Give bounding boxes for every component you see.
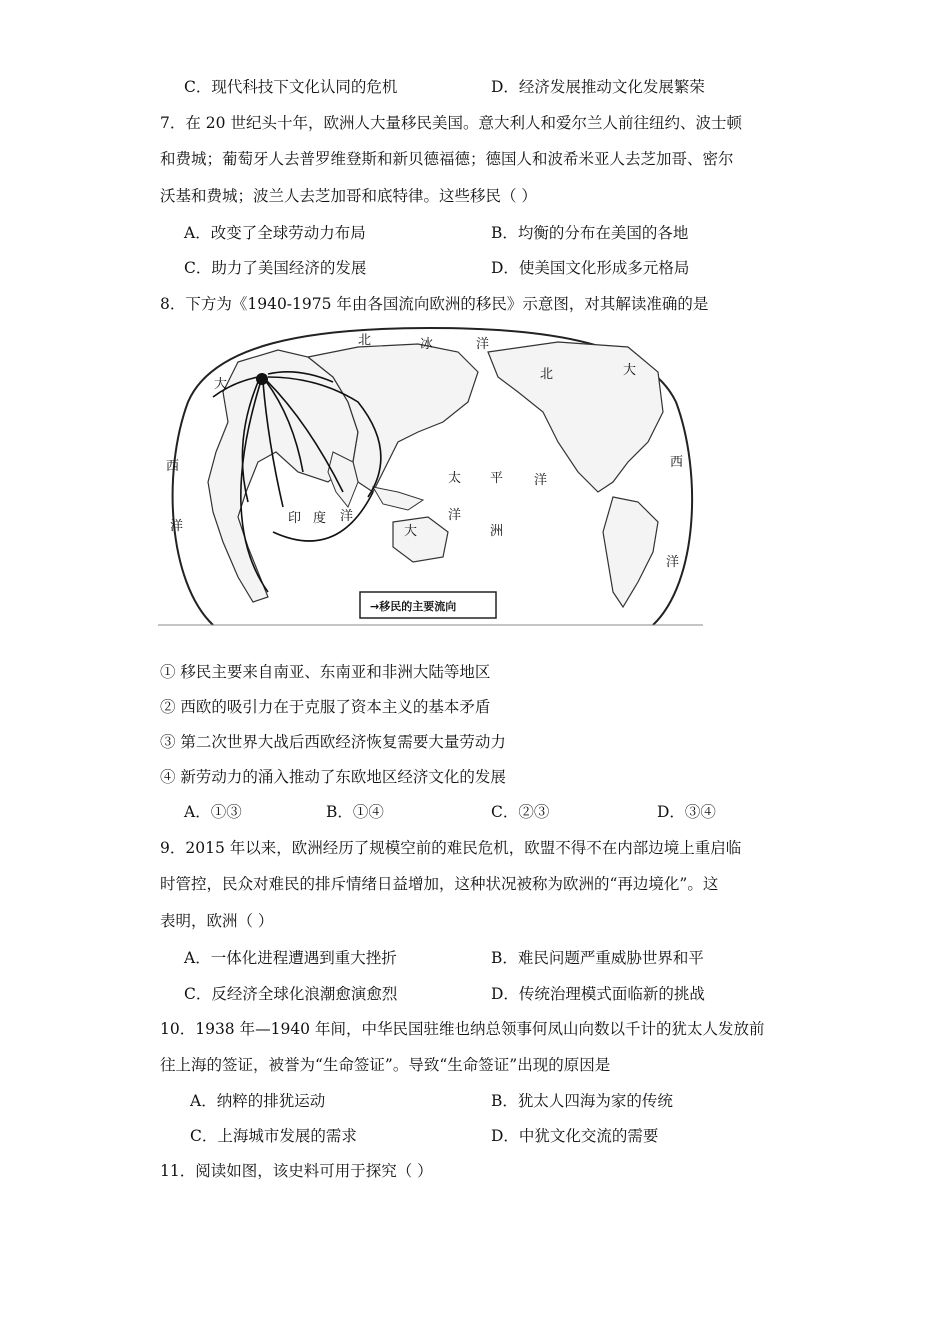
migration-map-figure <box>158 322 703 628</box>
label-ping: 平 <box>490 471 504 486</box>
q8-statement-3: ③ 第二次世界大战后西欧经济恢复需要大量劳动力 <box>160 733 506 751</box>
label-zhou-oceania: 洲 <box>490 524 504 539</box>
label-bei: 北 <box>358 333 372 348</box>
world-map-svg <box>158 322 703 628</box>
north-america-land <box>488 342 663 492</box>
label-yang-arctic: 洋 <box>476 337 490 352</box>
label-yang-left: 洋 <box>170 519 184 534</box>
q9-stem-line-3: 表明，欧洲（ ） <box>160 912 274 930</box>
q8-option-a: A．①③ <box>184 803 242 821</box>
q7-option-d: D．使美国文化形成多元格局 <box>491 259 690 277</box>
q7-option-a: A．改变了全球劳动力布局 <box>184 224 366 242</box>
q9-option-b: B．难民问题严重威胁世界和平 <box>491 949 704 967</box>
q10-option-b: B．犹太人四海为家的传统 <box>491 1092 673 1110</box>
q8-statement-4: ④ 新劳动力的涌入推动了东欧地区经济文化的发展 <box>160 768 506 786</box>
q9-stem-line-2: 时管控，民众对难民的排斥情绪日益增加，这种状况被称为欧洲的“再边境化”。这 <box>160 875 719 893</box>
label-yang-right: 洋 <box>666 555 680 570</box>
q6-option-d: D．经济发展推动文化发展繁荣 <box>491 78 705 96</box>
q7-option-c: C．助力了美国经济的发展 <box>184 259 367 277</box>
q8-stem: 8．下方为《1940-1975 年由各国流向欧洲的移民》示意图，对其解读准确的是 <box>160 295 709 313</box>
label-bei-na: 北 <box>540 367 554 382</box>
q7-stem-line-2: 和费城；葡萄牙人去普罗维登斯和新贝德福德；德国人和波希米亚人去芝加哥、密尔 <box>160 150 734 168</box>
label-tai: 太 <box>448 471 462 486</box>
q8-option-b: B．①④ <box>326 803 384 821</box>
australia-land <box>393 517 448 562</box>
q8-option-d: D．③④ <box>657 803 716 821</box>
se-asia-islands <box>373 487 423 510</box>
label-xi-right: 西 <box>670 455 684 470</box>
south-america-land <box>603 497 658 607</box>
label-bing: 冰 <box>420 337 434 352</box>
q10-stem-line-1: 10．1938 年—1940 年间，中华民国驻维也纳总领事何凤山向数以千计的犹太人发放前 <box>160 1020 765 1038</box>
q10-option-a: A．纳粹的排犹运动 <box>190 1092 326 1110</box>
q8-statement-2: ② 西欧的吸引力在于克服了资本主义的基本矛盾 <box>160 698 491 716</box>
map-legend-text: →移民的主要流向 <box>370 600 457 613</box>
q8-option-c: C．②③ <box>491 803 550 821</box>
label-yang-oceania: 洋 <box>448 508 462 523</box>
q9-stem-line-1: 9．2015 年以来，欧洲经历了规模空前的难民危机，欧盟不得不在内部边境上重启临 <box>160 839 742 857</box>
q7-stem-line-3: 沃基和费城；波兰人去芝加哥和底特律。这些移民（ ） <box>160 187 537 205</box>
q7-stem-line-1: 7．在 20 世纪头十年，欧洲人大量移民美国。意大利人和爱尔兰人前往纽约、波士顿 <box>160 114 742 132</box>
label-du: 度 <box>313 511 327 526</box>
label-yang-pacific: 洋 <box>534 473 548 488</box>
label-xi-left: 西 <box>166 459 180 474</box>
q7-option-b: B．均衡的分布在美国的各地 <box>491 224 689 242</box>
q8-statement-1: ① 移民主要来自南亚、东南亚和非洲大陆等地区 <box>160 663 491 681</box>
q9-option-d: D．传统治理模式面临新的挑战 <box>491 985 705 1003</box>
label-da-oceania: 大 <box>404 524 418 539</box>
label-yang-indian: 洋 <box>340 509 354 524</box>
q9-option-a: A．一体化进程遭遇到重大挫折 <box>184 949 397 967</box>
label-yin: 印 <box>288 511 302 526</box>
q11-stem: 11．阅读如图，该史料可用于探究（ ） <box>160 1162 433 1180</box>
label-da-right: 大 <box>623 363 637 378</box>
q6-option-c: C．现代科技下文化认同的危机 <box>184 78 398 96</box>
q10-option-d: D．中犹文化交流的需要 <box>491 1127 659 1145</box>
q10-option-c: C．上海城市发展的需求 <box>190 1127 357 1145</box>
label-da-left: 大 <box>214 377 228 392</box>
q9-option-c: C．反经济全球化浪潮愈演愈烈 <box>184 985 398 1003</box>
western-europe-hub <box>256 373 268 385</box>
q10-stem-line-2: 往上海的签证，被誉为“生命签证”。导致“生命签证”出现的原因是 <box>160 1056 611 1074</box>
